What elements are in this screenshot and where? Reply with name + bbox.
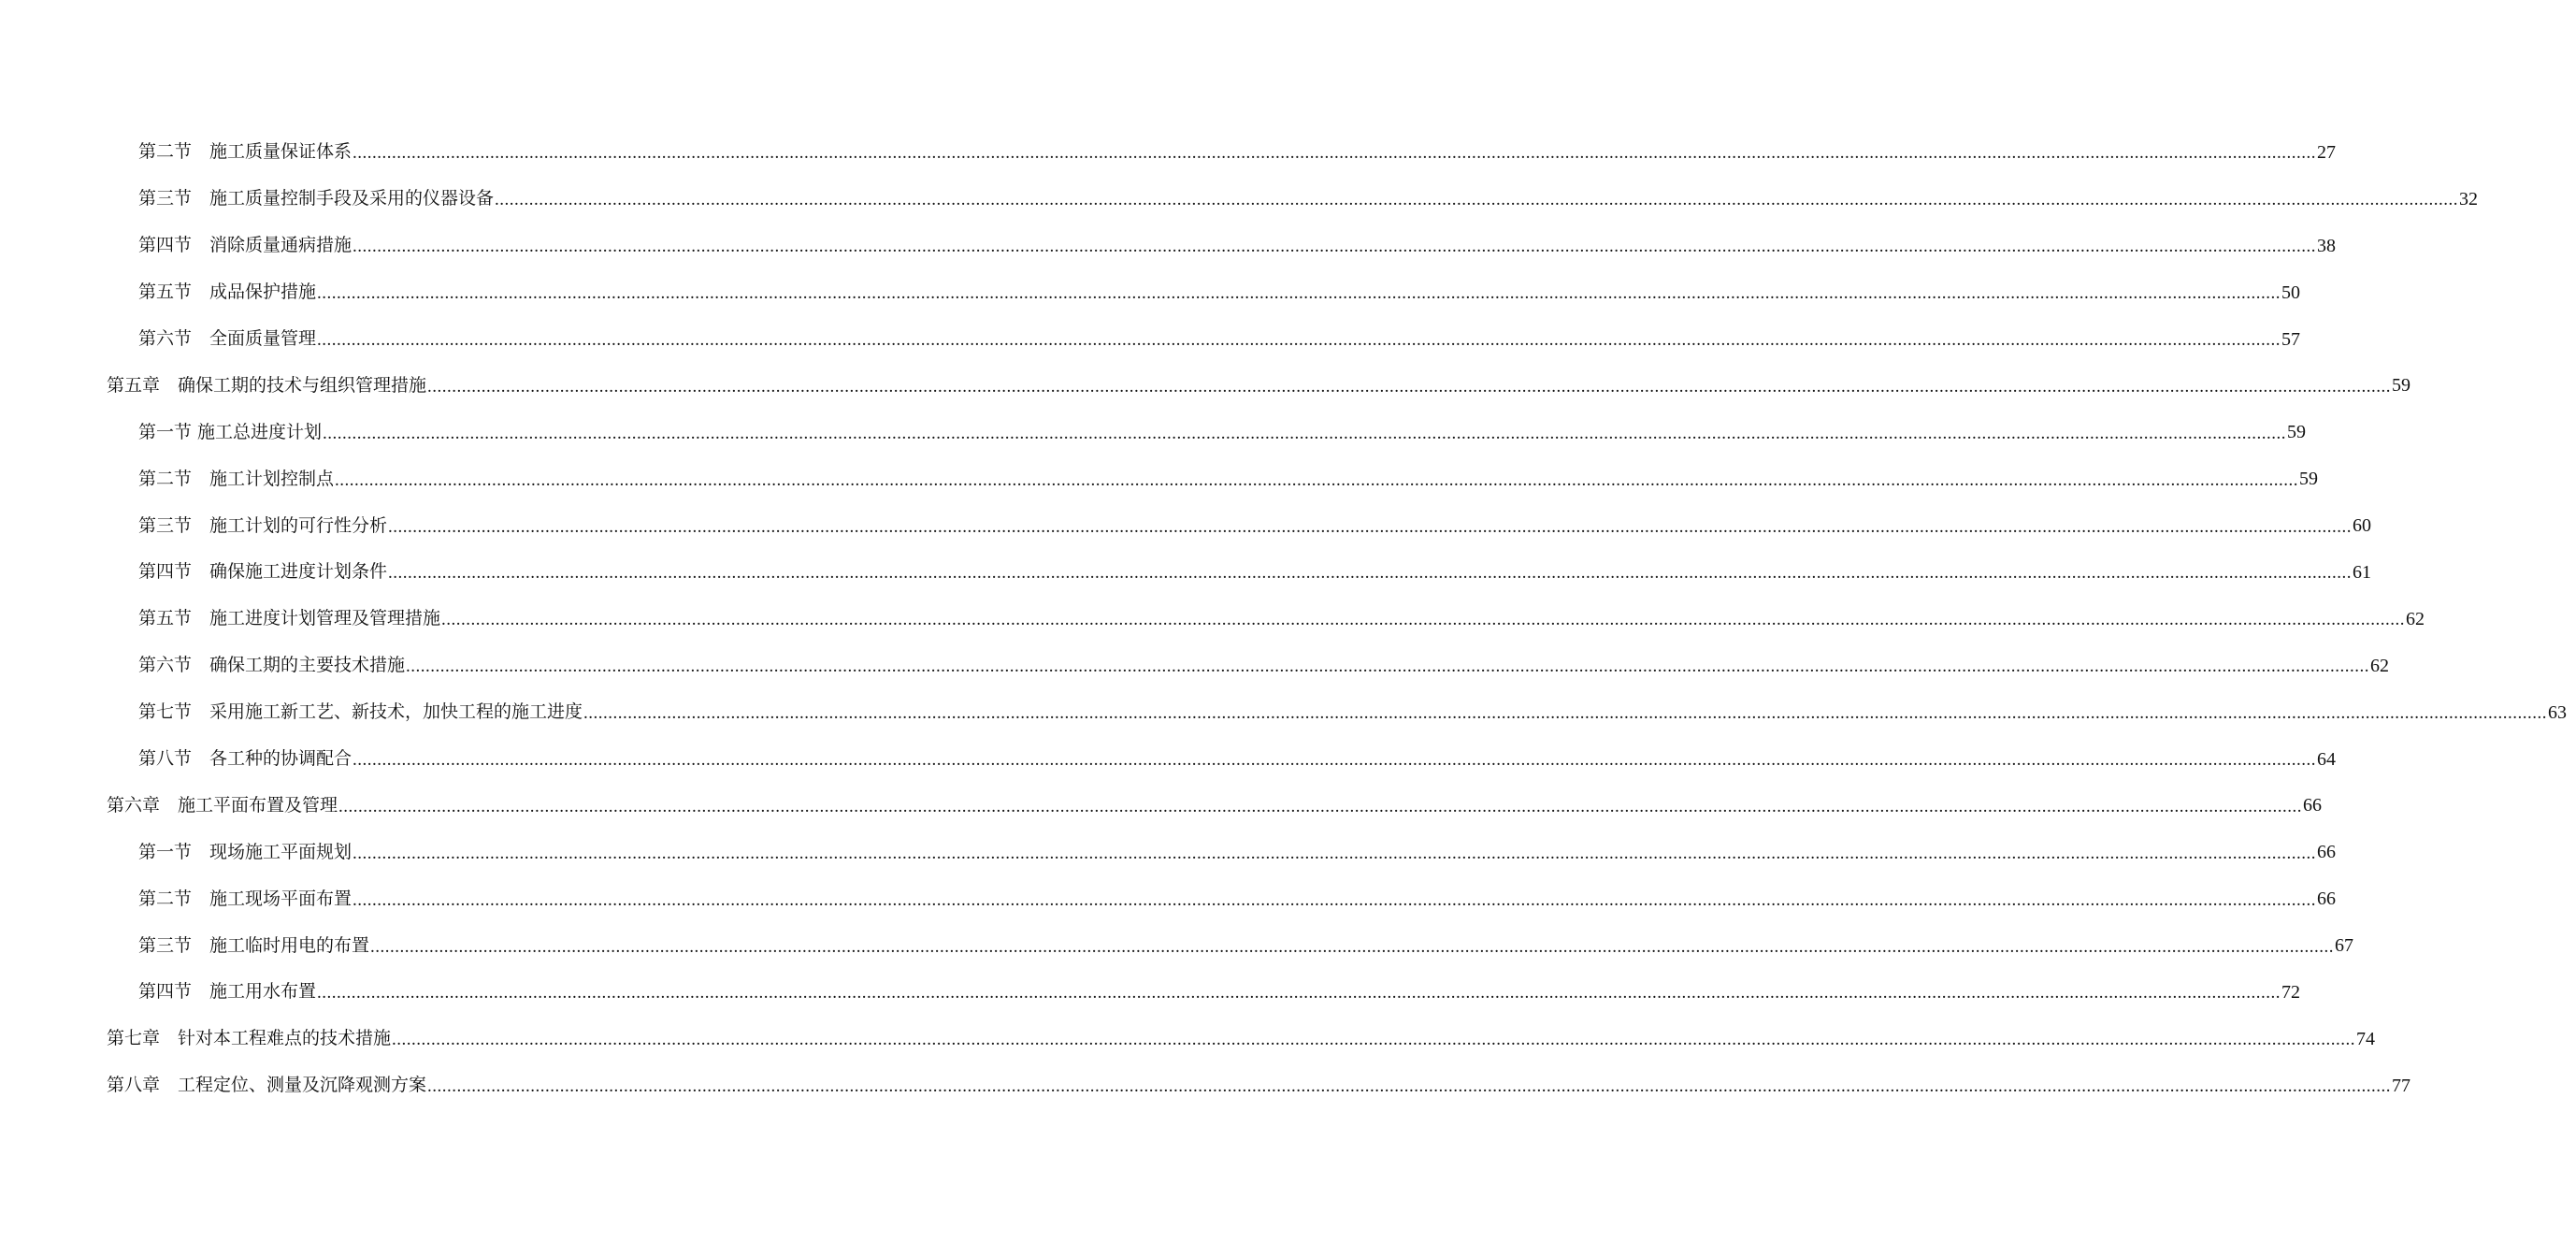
dot-leader: ................................................................................................................................................................................................................................................................................................................................................................................................................ [317,330,2281,350]
toc-entry-title: 第一节 现场施工平面规划 [138,841,353,862]
toc-entry-title: 第三节 施工计划的可行性分析 [138,514,388,536]
toc-entry-title: 第二节 施工现场平面布置 [138,888,353,909]
toc-section-entry[interactable] [0,269,2301,316]
toc-page-number: 72 [2281,981,2301,1003]
dot-leader: ................................................................................................................................................................................................................................................................................................................................................................................................................ [388,563,2353,584]
toc-page-number: 66 [2317,889,2337,910]
dot-leader: ................................................................................................................................................................................................................................................................................................................................................................................................................ [392,1030,2356,1050]
toc-entry-title: 第四节 消除质量通病措施 [138,235,353,256]
toc-page-number: 67 [2335,935,2354,957]
toc-chapter-entry[interactable] [0,1062,2411,1109]
toc-entry-title: 第六节 全面质量管理 [138,328,317,349]
dot-leader: ................................................................................................................................................................................................................................................................................................................................................................................................................ [441,610,2406,630]
dot-leader: ................................................................................................................................................................................................................................................................................................................................................................................................................ [427,1076,2392,1097]
toc-section-entry[interactable] [0,549,2372,596]
dot-leader: ................................................................................................................................................................................................................................................................................................................................................................................................................ [406,657,2370,677]
toc-section-entry[interactable] [0,596,2425,643]
toc-section-entry[interactable] [0,502,2372,549]
toc-section-entry[interactable] [0,455,2319,502]
toc-entry-title: 第四节 施工用水布置 [138,981,317,1003]
toc-page-number: 66 [2303,795,2323,816]
toc-section-entry[interactable] [0,223,2337,269]
toc-chapter-entry[interactable] [0,1016,2376,1062]
dot-leader: ................................................................................................................................................................................................................................................................................................................................................................................................................ [353,750,2317,771]
dot-leader: ................................................................................................................................................................................................................................................................................................................................................................................................................ [353,143,2317,164]
dot-leader: ................................................................................................................................................................................................................................................................................................................................................................................................................ [388,516,2353,537]
toc-entry-title: 第三节 施工临时用电的布置 [138,934,370,956]
toc-entry-title: 第二节 施工计划控制点 [138,468,335,489]
toc-page-number: 27 [2317,141,2337,163]
toc-section-entry[interactable] [0,736,2337,783]
toc-entry-title: 第六章 施工平面布置及管理 [107,794,338,816]
toc-section-entry[interactable] [0,409,2307,455]
dot-leader: ................................................................................................................................................................................................................................................................................................................................................................................................................ [335,470,2299,490]
toc-entry-title: 第五节 施工进度计划管理及管理措施 [138,608,441,629]
toc-entry-title: 第五章 确保工期的技术与组织管理措施 [107,374,427,396]
toc-page-number: 62 [2370,655,2390,676]
toc-section-entry[interactable] [0,689,2568,736]
toc-page-number: 57 [2281,328,2301,350]
table-of-contents [0,129,2568,1109]
dot-leader: ................................................................................................................................................................................................................................................................................................................................................................................................................ [353,843,2317,863]
toc-section-entry[interactable] [0,829,2337,875]
toc-entry-title: 第八节 各工种的协调配合 [138,748,353,770]
toc-entry-title: 第七节 采用施工新工艺、新技术，加快工程的施工进度 [138,701,583,723]
toc-chapter-entry[interactable] [0,782,2323,829]
toc-section-entry[interactable] [0,969,2301,1016]
toc-section-entry[interactable] [0,875,2337,922]
dot-leader: ................................................................................................................................................................................................................................................................................................................................................................................................................ [427,376,2392,397]
toc-entry-title: 第八章 工程定位、测量及沉降观测方案 [107,1075,427,1096]
toc-chapter-entry[interactable] [0,362,2411,409]
toc-entry-title: 第三节 施工质量控制手段及采用的仪器设备 [138,188,495,210]
toc-page-number: 50 [2281,282,2301,303]
dot-leader: ................................................................................................................................................................................................................................................................................................................................................................................................................ [338,796,2303,816]
toc-section-entry[interactable] [0,643,2390,689]
toc-entry-title: 第四节 确保施工进度计划条件 [138,561,388,583]
toc-page-number: 59 [2287,422,2307,443]
toc-page-number: 77 [2392,1075,2411,1096]
dot-leader: ................................................................................................................................................................................................................................................................................................................................................................................................................ [323,423,2287,443]
toc-page-number: 59 [2299,469,2319,490]
toc-page-number: 59 [2392,375,2411,397]
toc-page-number: 64 [2317,748,2337,770]
toc-page-number: 38 [2317,235,2337,256]
toc-entry-title: 第二节 施工质量保证体系 [138,141,353,163]
dot-leader: ................................................................................................................................................................................................................................................................................................................................................................................................................ [353,237,2317,257]
toc-page-number: 61 [2353,561,2372,583]
toc-entry-title: 第五节 成品保护措施 [138,282,317,303]
toc-section-entry[interactable] [0,129,2337,176]
toc-entry-title: 第七章 针对本工程难点的技术措施 [107,1028,392,1049]
dot-leader: ................................................................................................................................................................................................................................................................................................................................................................................................................ [317,983,2281,1004]
toc-entry-title: 第六节 确保工期的主要技术措施 [138,655,406,676]
toc-page-number: 60 [2353,515,2372,537]
toc-section-entry[interactable] [0,316,2301,363]
toc-page-number: 32 [2459,188,2479,210]
dot-leader: ................................................................................................................................................................................................................................................................................................................................................................................................................ [495,190,2459,210]
toc-entry-title: 第一节 施工总进度计划 [138,421,323,442]
dot-leader: ................................................................................................................................................................................................................................................................................................................................................................................................................ [370,936,2335,957]
toc-page-number: 62 [2406,608,2425,629]
toc-section-entry[interactable] [0,176,2479,223]
dot-leader: ................................................................................................................................................................................................................................................................................................................................................................................................................ [583,703,2548,724]
dot-leader: ................................................................................................................................................................................................................................................................................................................................................................................................................ [317,283,2281,304]
toc-page-number: 74 [2356,1028,2376,1049]
dot-leader: ................................................................................................................................................................................................................................................................................................................................................................................................................ [353,889,2317,910]
toc-page-number: 63 [2548,701,2568,723]
toc-page-number: 66 [2317,842,2337,863]
toc-section-entry[interactable] [0,922,2354,969]
